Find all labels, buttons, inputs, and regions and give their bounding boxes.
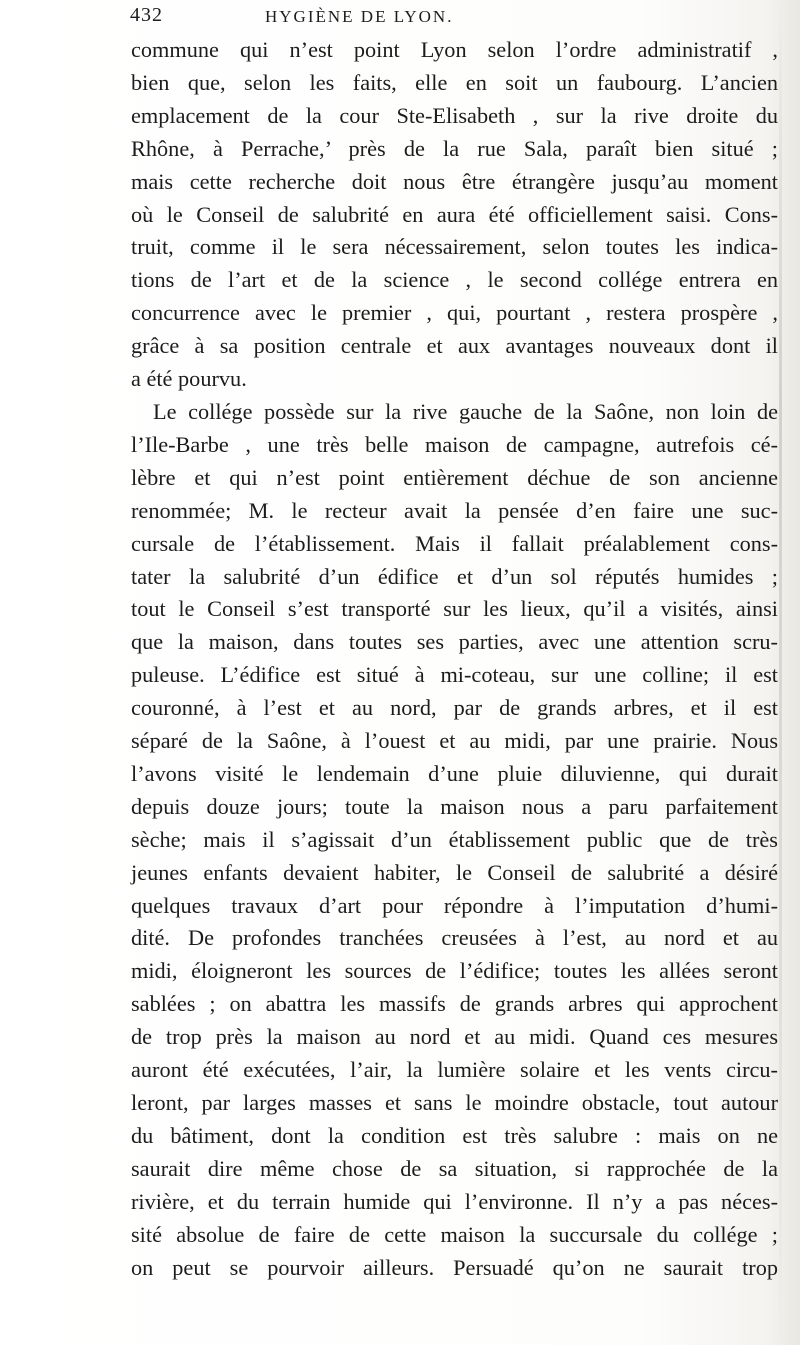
- running-header: [130, 4, 790, 36]
- text-line: auront été exécutées, l’air, la lumière solaire et les vents circu-: [131, 1057, 778, 1083]
- text-line: tions de l’art et de la science , le second collége entrera en: [131, 267, 778, 293]
- text-line: leront, par larges masses et sans le moindre obstacle, tout autour: [131, 1090, 778, 1115]
- text-line: tater la salubrité d’un édifice et d’un sol réputés humides ;: [131, 563, 778, 589]
- text-line: bien que, selon les faits, elle en soit un faubourg. L’ancien: [131, 69, 778, 95]
- text-line: renommée; M. le recteur avait la pensée d’en faire une suc-: [131, 497, 778, 523]
- text-line: l’Ile-Barbe , une très belle maison de campagne, autrefois cé-: [131, 431, 778, 457]
- text-line: puleuse. L’édifice est situé à mi-coteau, sur une colline; il est: [131, 662, 778, 688]
- text-line: que la maison, dans toutes ses parties, avec une attention scru-: [131, 629, 778, 655]
- page-edge-shadow: [779, 0, 782, 1345]
- text-line: sablées ; on abattra les massifs de grands arbres qui approchent: [131, 991, 778, 1017]
- text-line: couronné, à l’est et au nord, par de grands arbres, et il est: [131, 695, 778, 721]
- text-line: emplacement de la cour Ste-Elisabeth , sur la rive droite du: [131, 102, 778, 128]
- text-line: où le Conseil de salubrité en aura été officiellement saisi. Cons-: [131, 201, 778, 227]
- text-line: tout le Conseil s’est transporté sur les lieux, qu’il a visités, ainsi: [131, 596, 778, 622]
- text-line: depuis douze jours; toute la maison nous a paru parfaitement: [131, 793, 778, 819]
- text-line: midi, éloigneront les sources de l’édifice; toutes les allées seront: [131, 958, 778, 984]
- text-line: dité. De profondes tranchées creusées à l’est, au nord et au: [131, 925, 778, 951]
- text-line: jeunes enfants devaient habiter, le Conseil de salubrité a désiré: [131, 859, 778, 885]
- text-line: l’avons visité le lendemain d’une pluie diluvienne, qui durait: [131, 760, 778, 786]
- text-line: quelques travaux d’art pour répondre à l’imputation d’humi-: [131, 892, 778, 918]
- text-line: du bâtiment, dont la condition est très salubre : mais on ne: [131, 1122, 778, 1148]
- text-line: grâce à sa position centrale et aux avantages nouveaux dont il: [131, 333, 778, 359]
- text-line: séparé de la Saône, à l’ouest et au midi, par une prairie. Nous: [131, 728, 778, 754]
- text-line: de trop près la maison au nord et au midi. Quand ces mesures: [131, 1024, 778, 1050]
- text-line: a été pourvu.: [131, 366, 247, 392]
- text-line: mais cette recherche doit nous être étrangère jusqu’au moment: [131, 168, 778, 194]
- text-line: truit, comme il le sera nécessairement, selon toutes les indica-: [131, 234, 778, 260]
- text-line: saurait dire même chose de sa situation, si rapprochée de la: [131, 1155, 778, 1181]
- text-line: on peut se pourvoir ailleurs. Persuadé qu’on ne saurait trop: [131, 1254, 778, 1280]
- text-line: cursale de l’établissement. Mais il fallait préalablement cons-: [131, 530, 778, 556]
- text-line: sité absolue de faire de cette maison la succursale du collége ;: [131, 1221, 778, 1247]
- body-text: [131, 34, 778, 1284]
- page-number: 432: [130, 4, 163, 26]
- text-line: concurrence avec le premier , qui, pourtant , restera prospère ,: [131, 300, 778, 326]
- text-line: commune qui n’est point Lyon selon l’ordre administratif ,: [131, 37, 778, 62]
- text-line: Rhône, à Perrache,’ près de la rue Sala, paraît bien situé ;: [131, 135, 778, 161]
- text-line: sèche; mais il s’agissait d’un établissement public que de très: [131, 826, 778, 852]
- text-line: rivière, et du terrain humide qui l’environne. Il n’y a pas néces-: [131, 1188, 778, 1214]
- text-line: lèbre et qui n’est point entièrement déchue de son ancienne: [131, 464, 778, 490]
- text-line: Le collége possède sur la rive gauche de la Saône, non loin de: [153, 398, 778, 424]
- running-title: HYGIÈNE DE LYON.: [265, 7, 454, 26]
